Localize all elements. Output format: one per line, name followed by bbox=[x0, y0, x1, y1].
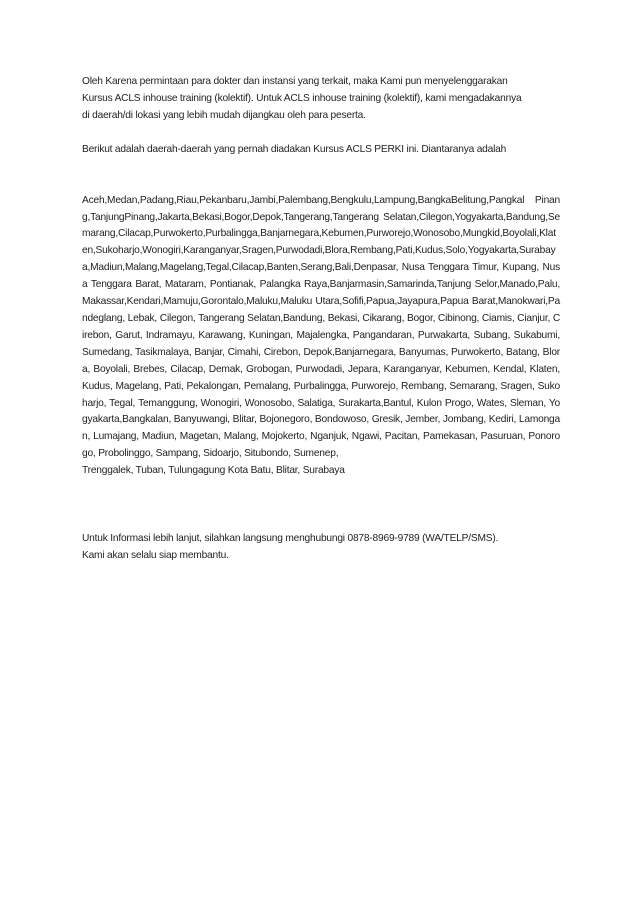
spacer bbox=[82, 159, 560, 193]
document-body bbox=[82, 74, 560, 565]
contact-line-1: Untuk Informasi lebih lanjut, silahkan langsung menghubungi 0878-8969-9789 (WA/TELP/SMS). bbox=[82, 533, 499, 545]
contact-line-2: Kami akan selalu siap membantu. bbox=[82, 549, 229, 561]
intro-line-1: Oleh Karena permintaan para dokter dan instansi yang terkait, maka Kami pun menyelenggarakan bbox=[82, 76, 508, 87]
intro-line-3: di daerah/di lokasi yang lebih mudah dijangkau oleh para peserta. bbox=[82, 109, 366, 121]
spacer bbox=[82, 480, 560, 531]
region-list-last-line: Trenggalek, Tuban, Tulungagung Kota Batu, Blitar, Surabaya bbox=[82, 465, 345, 477]
region-list: Aceh,Medan,Padang,Riau,Pekanbaru,Jambi,Palembang,Bengkulu,Lampung,BangkaBelitung,Pangkal Pinang,TanjungPinang,Jakarta,Bekasi,Bogor,Depok,Tangerang,Tangerang Selatan,Cilegon,Yogyakarta,Bandung,Semarang,Cilacap,Purwokerto,Purbalingga,Banjarnegara,Kebumen,Purworejo,Wonosobo,Mungkid,Boyolali,Klaten,Sukoharjo,Wonogiri,Karanganyar,Sragen,Purwodadi,Blora,Rembang,Pati,Kudus,Solo,Yogyakarta,Surabaya,Madiun,Malang,Magelang,Tegal,Cilacap,Banten,Serang,Bali,Denpasar, Nusa Tenggara Timur, Kupang, Nusa Tenggara Barat, Mataram, Pontianak, Palangka Raya,Banjarmasin,Samarinda,Tanjung Selor,Manado,Palu,Makassar,Kendari,Mamuju,Gorontalo,Maluku,Maluku Utara,Sofifi,Papua,Jayapura,Papua Barat,Manokwari,Pandeglang, Lebak, Cilegon, Tangerang Selatan,Bandung, Bekasi, Cikarang, Bogor, Cibinong, Ciamis, Cianjur, Cirebon, Garut, Indramayu, Karawang, Kuningan, Majalengka, Pangandaran, Purwakarta, Subang, Sukabumi, Sumedang, Tasikmalaya, Banjar, Cimahi, Cirebon, Depok,Banjarnegara, Banyumas, Purwokerto, Batang, Blora, Boyolali, Brebes, Cilacap, Demak, Grobogan, Purwodadi, Jepara, Karanganyar, Kebumen, Kendal, Klaten, Kudus, Magelang, Pati, Pekalongan, Pemalang, Purbalingga, Purworejo, Rembang, Semarang, Sragen, Sukoharjo, Tegal, Temanggung, Wonogiri, Wonosobo, Salatiga, Surakarta,Bantul, Kulon Progo, Wates, Sleman, Yogyakarta,Bangkalan, Banyuwangi, Blitar, Bojonegoro, Bondowoso, Gresik, Jember, Jombang, Kediri, Lamongan, Lumajang, Madiun, Magetan, Malang, Mojokerto, Nganjuk, Ngawi, Pacitan, Pamekasan, Pasuruan, Ponorogo, Probolinggo, Sampang, Sidoarjo, Situbondo, Sumenep, bbox=[82, 194, 560, 460]
list-intro: Berikut adalah daerah-daerah yang pernah diadakan Kursus ACLS PERKI ini. Diantaranya adalah bbox=[82, 143, 507, 155]
spacer bbox=[82, 125, 560, 142]
intro-line-2: Kursus ACLS inhouse training (kolektif). Untuk ACLS inhouse training (kolektif), kami mengadakannya bbox=[82, 92, 522, 104]
